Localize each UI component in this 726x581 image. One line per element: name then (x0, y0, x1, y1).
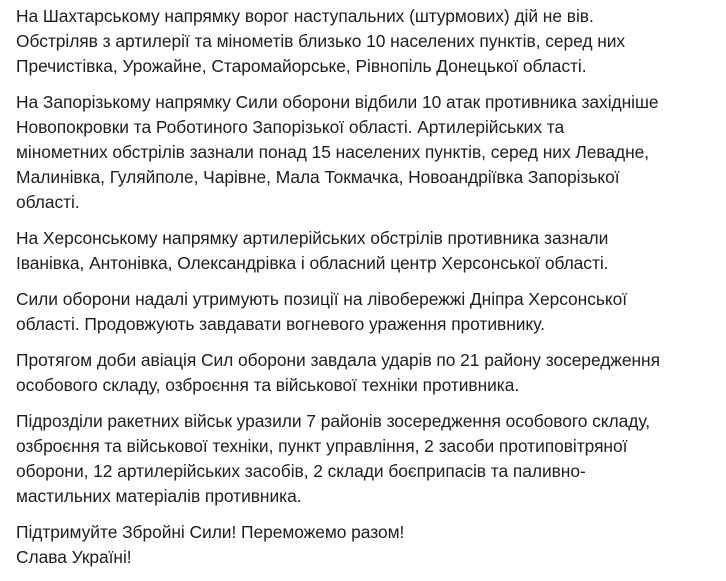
text-line: області. Продовжують завдавати вогневого ураження противнику. (16, 314, 545, 334)
text-line: На Шахтарському напрямку ворог наступальних (штурмових) дій не вів. (16, 6, 594, 26)
paragraph-missile-troops (16, 409, 718, 509)
text-line: Підрозділи ракетних військ уразили 7 районів зосередження особового складу, (16, 411, 651, 431)
paragraph-zaporizhzhia (16, 90, 718, 215)
text-line: озброєння та військової техніки, пункт управління, 2 засоби протиповітряної (16, 436, 628, 456)
paragraph-aviation (16, 348, 718, 398)
text-line: Малинівка, Гуляйполе, Чарівне, Мала Токмачка, Новоандріївка Запорізької (16, 167, 620, 187)
text-line: мастильних матеріалів противника. (16, 486, 302, 506)
text-line: Новопокровки та Роботиного Запорізької області. Артилерійських та (16, 117, 565, 137)
paragraph-left-bank-dnipro (16, 287, 718, 337)
post-body (16, 4, 718, 581)
text-line: Підтримуйте Збройні Сили! Переможемо разом! (16, 522, 405, 542)
text-line: Сили оборони надалі утримують позиції на лівобережжі Дніпра Херсонської (16, 289, 628, 309)
paragraph-kherson (16, 226, 718, 276)
text-line: Слава Україні! (16, 547, 132, 567)
text-line: На Запорізькому напрямку Сили оборони відбили 10 атак противника західніше (16, 92, 659, 112)
text-line: оборони, 12 артилерійських засобів, 2 склади боєприпасів та паливно- (16, 461, 586, 481)
text-line: особового складу, озброєння та військової техніки противника. (16, 375, 520, 395)
text-line: Пречистівка, Урожайне, Старомайорське, Рівнопіль Донецької області. (16, 56, 587, 76)
text-line: Обстріляв з артилерії та мінометів близько 10 населених пунктів, серед них (16, 31, 626, 51)
text-line: На Херсонському напрямку артилерійських обстрілів противника зазнали (16, 228, 609, 248)
text-line: Іванівка, Антонівка, Олександрівка і обласний центр Херсонської області. (16, 253, 609, 273)
text-line: Протягом доби авіація Сил оборони завдала ударів по 21 району зосередження (16, 350, 660, 370)
paragraph-closing (16, 520, 718, 570)
text-line: мінометних обстрілів зазнали понад 15 населених пунктів, серед них Левадне, (16, 142, 650, 162)
text-line: області. (16, 192, 80, 212)
paragraph-shakhtarske (16, 4, 718, 79)
